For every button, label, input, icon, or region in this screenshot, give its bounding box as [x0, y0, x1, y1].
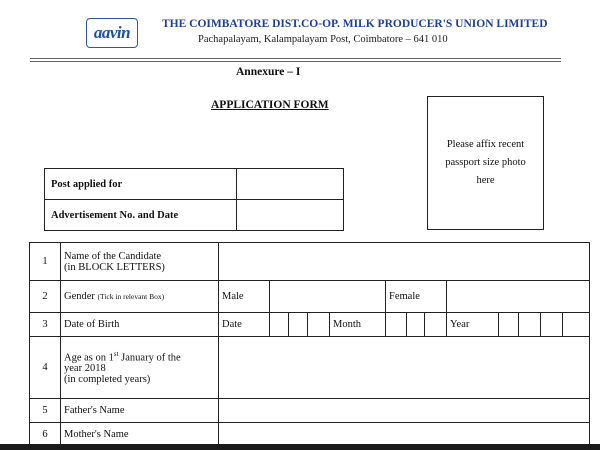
dob-month-digit[interactable] [386, 313, 407, 337]
aavin-logo [86, 18, 138, 48]
dob-year-digit[interactable] [499, 313, 519, 337]
name-label [61, 243, 219, 281]
bottom-shadow-bar [0, 444, 600, 450]
row-number: 1 [30, 243, 61, 281]
table-row [30, 281, 590, 313]
form-title: APPLICATION FORM [211, 99, 329, 111]
dob-label: Date of Birth [61, 313, 219, 337]
advertisement-row [45, 200, 344, 231]
annexure-label: Annexure – I [236, 66, 301, 78]
advertisement-field[interactable] [237, 200, 344, 231]
table-row [30, 423, 590, 447]
org-address: Pachapalayam, Kalampalayam Post, Coimbatore – 641 010 [198, 34, 448, 45]
candidate-table [29, 242, 590, 447]
table-row [30, 399, 590, 423]
age-label-b: January of the [118, 352, 181, 364]
post-applied-field[interactable] [237, 169, 344, 200]
gender-label [61, 281, 219, 313]
age-label-line1 [64, 350, 215, 364]
photo-line-3: here [476, 175, 495, 186]
age-field[interactable] [219, 337, 590, 399]
dob-month-label: Month [330, 313, 386, 337]
age-label-line2: year 2018 [64, 363, 106, 375]
dob-year-label: Year [447, 313, 499, 337]
row-number: 6 [30, 423, 61, 447]
dob-date-label: Date [219, 313, 270, 337]
dob-year-digit[interactable] [541, 313, 563, 337]
photo-line-2: passport size photo [445, 157, 526, 168]
male-checkbox[interactable] [270, 281, 386, 313]
name-label-line2: (in BLOCK LETTERS) [64, 261, 165, 273]
table-row [30, 337, 590, 399]
row-number: 3 [30, 313, 61, 337]
male-label: Male [219, 281, 270, 313]
advertisement-label: Advertisement No. and Date [45, 200, 237, 231]
dob-month-digit[interactable] [425, 313, 447, 337]
post-applied-label: Post applied for [45, 169, 237, 200]
table-row [30, 313, 590, 337]
row-number: 5 [30, 399, 61, 423]
header-divider-2 [30, 61, 561, 62]
gender-hint: (Tick in relevant Box) [97, 292, 165, 301]
org-name: THE COIMBATORE DIST.CO-OP. MILK PRODUCER'S UNION LIMITED [162, 18, 548, 30]
age-label-sup: st [113, 349, 119, 358]
row-number: 2 [30, 281, 61, 313]
father-name-field[interactable] [219, 399, 590, 423]
age-label-a: Age as on 1 [64, 352, 114, 364]
gender-label-text: Gender [64, 291, 95, 302]
header-divider [30, 58, 561, 59]
father-name-label: Father's Name [61, 399, 219, 423]
photo-instructions [436, 136, 536, 190]
dob-date-digit[interactable] [270, 313, 289, 337]
photo-line-1: Please affix recent [446, 139, 525, 150]
logo-text: aavin [93, 23, 131, 42]
mother-name-field[interactable] [219, 423, 590, 447]
photo-box [427, 96, 544, 230]
name-field[interactable] [219, 243, 590, 281]
age-label [61, 337, 219, 399]
female-checkbox[interactable] [447, 281, 590, 313]
post-row [45, 169, 344, 200]
table-row [30, 243, 590, 281]
female-label: Female [386, 281, 447, 313]
dob-date-digit[interactable] [289, 313, 308, 337]
dob-year-digit[interactable] [519, 313, 541, 337]
name-label-line1: Name of the Candidate [64, 250, 162, 262]
post-table [44, 168, 344, 231]
dob-year-digit[interactable] [563, 313, 590, 337]
age-label-line3: (in completed years) [64, 374, 151, 386]
dob-date-digit[interactable] [308, 313, 330, 337]
dob-month-digit[interactable] [407, 313, 425, 337]
row-number: 4 [30, 337, 61, 399]
mother-name-label: Mother's Name [61, 423, 219, 447]
